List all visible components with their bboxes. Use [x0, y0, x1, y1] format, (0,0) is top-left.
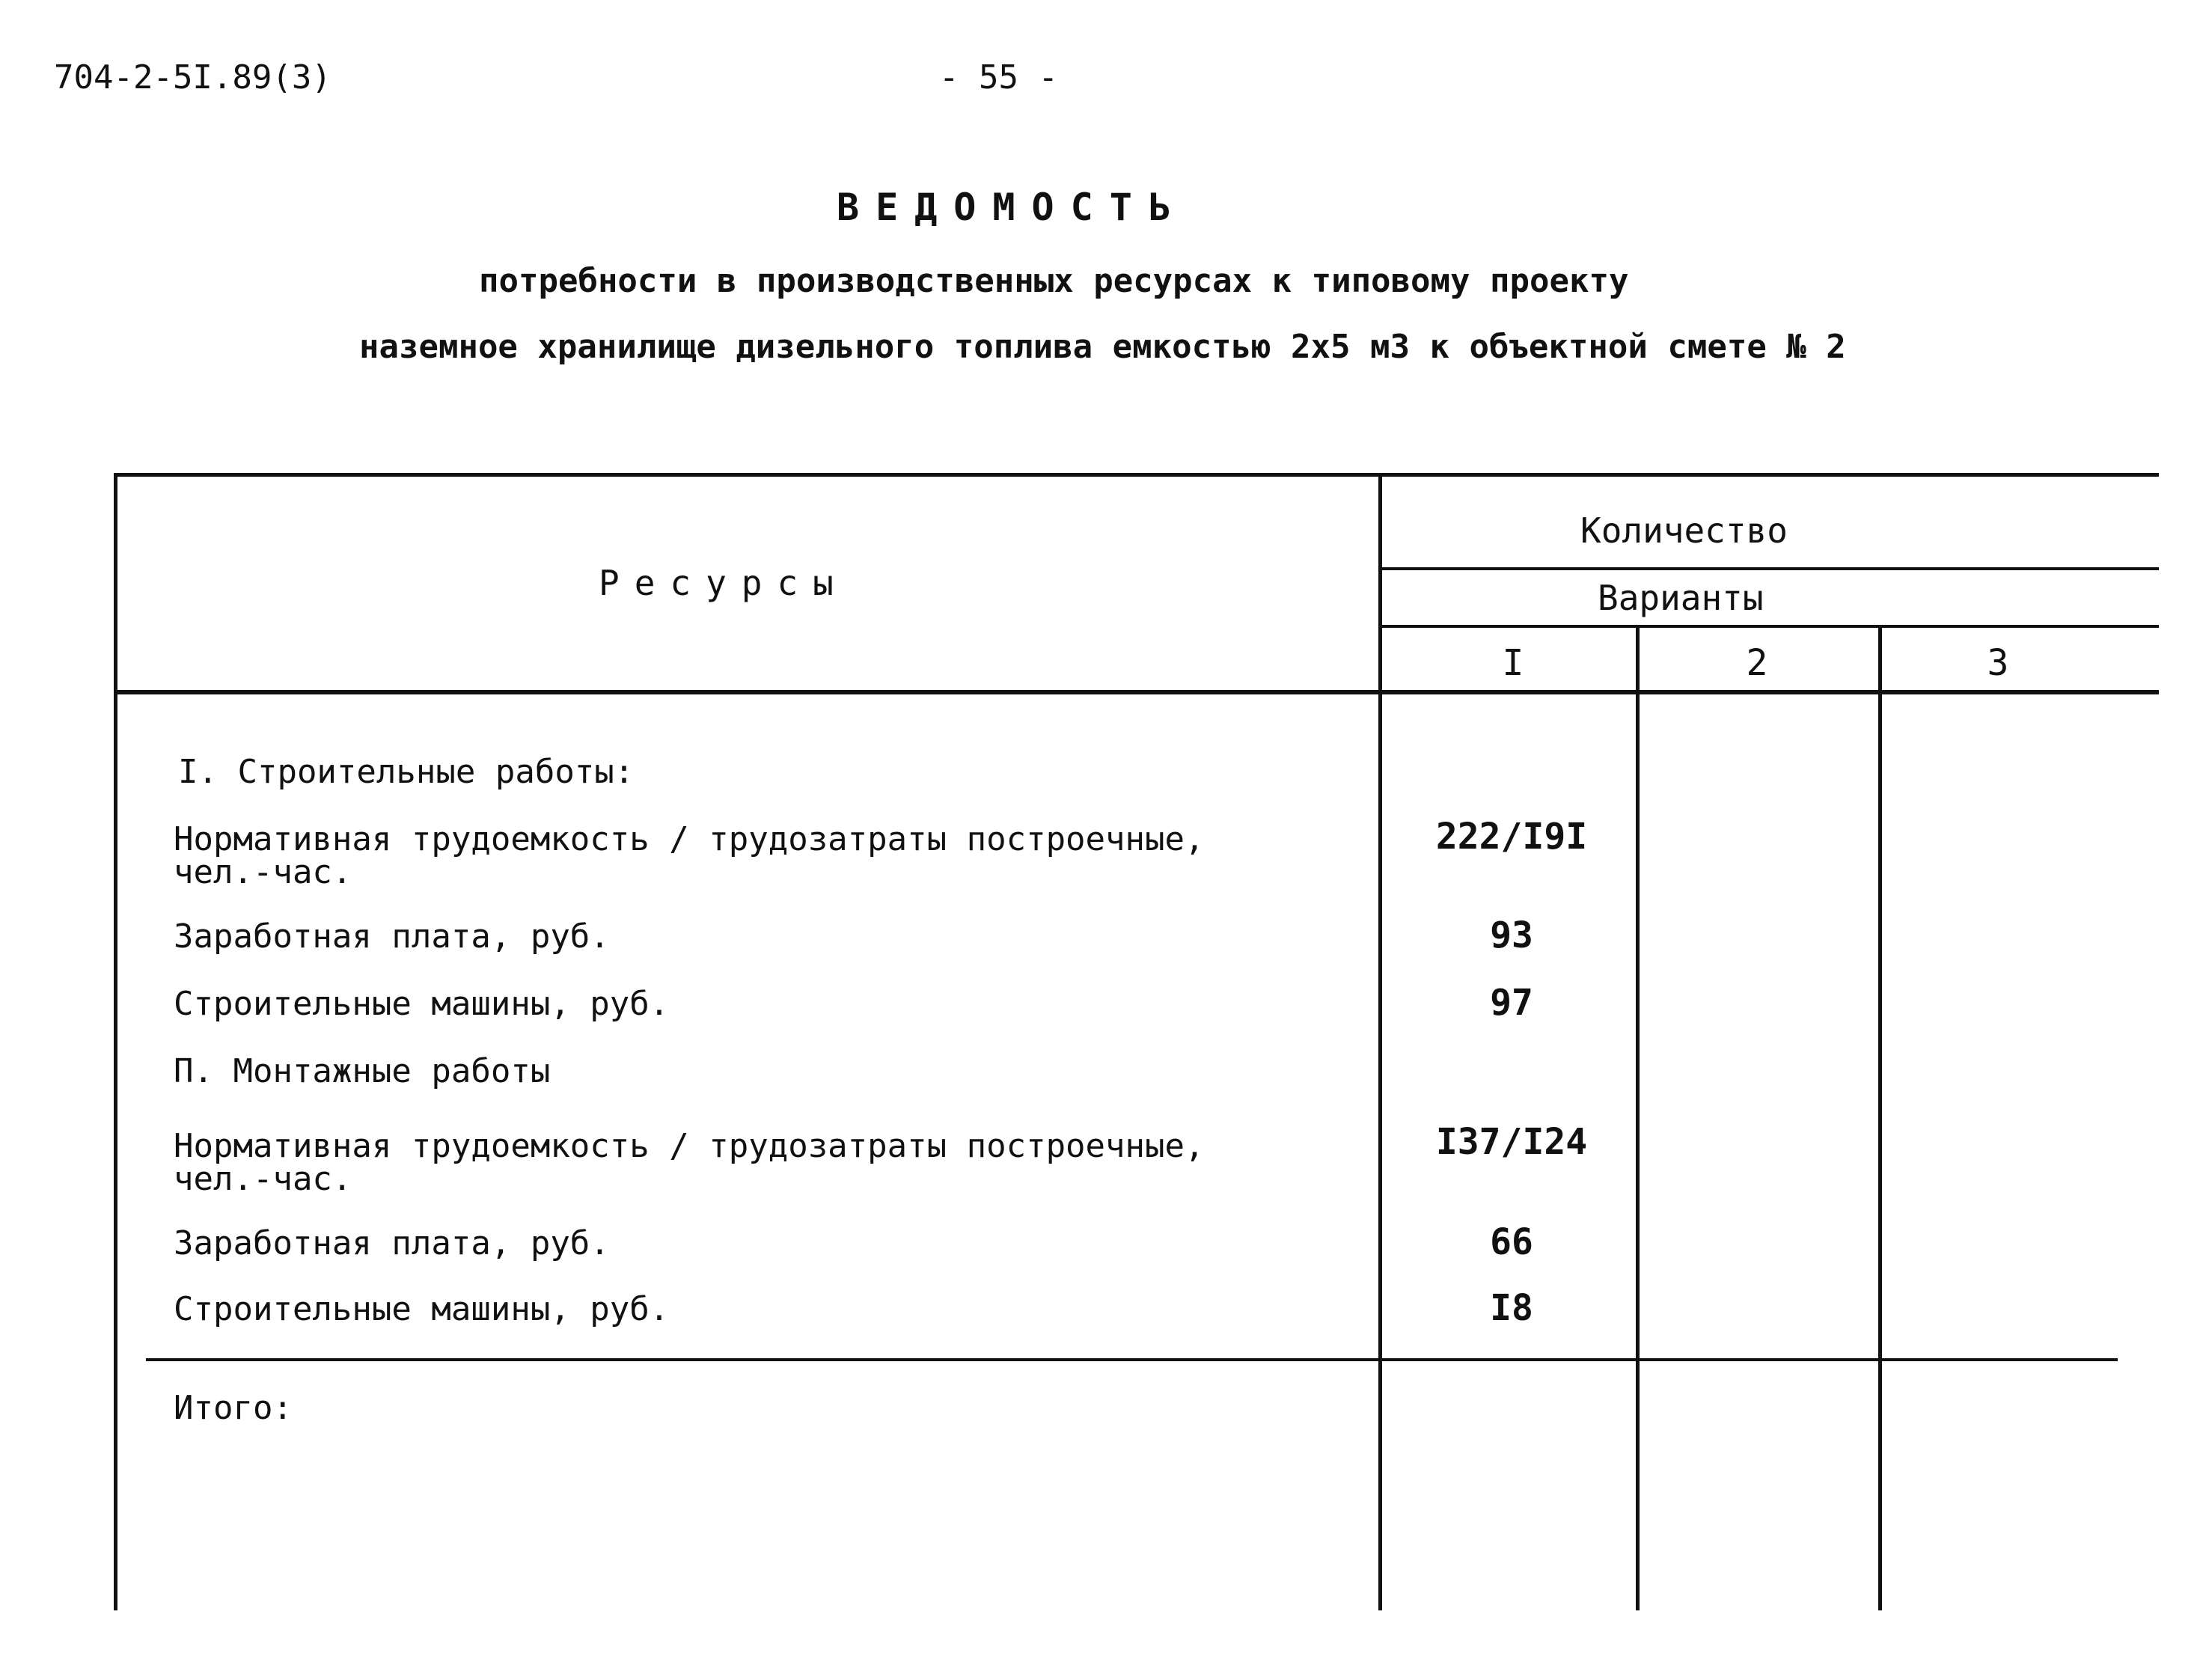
table-row-value: 93 [1490, 914, 1533, 956]
table-column-divider [1378, 473, 1382, 1610]
table-row-value: 97 [1490, 982, 1533, 1024]
table-row-label [174, 1127, 1205, 1198]
variants-column-header: Варианты [1598, 578, 1764, 618]
document-subtitle-line-1: потребности в производственных ресурсах к типовому проекту [479, 262, 1629, 300]
header-bottom-rule [116, 690, 2159, 694]
quantity-subheader-rule [1381, 567, 2159, 570]
total-rule [146, 1358, 2118, 1361]
page-number: - 55 - [939, 58, 1058, 97]
table-row-label: Заработная плата, руб. [174, 1224, 610, 1262]
row-label-line-2: чел.-час. [174, 1160, 352, 1198]
table-row-value: I8 [1490, 1287, 1533, 1329]
table-row-value: I37/I24 [1435, 1121, 1588, 1163]
row-label-line-2: чел.-час. [174, 853, 352, 891]
row-label-line-1: Нормативная трудоемкость / трудозатраты построечные, [174, 820, 1205, 858]
document-subtitle-line-2: наземное хранилище дизельного топлива емкостью 2x5 м3 к объектной смете № 2 [359, 328, 1846, 366]
table-row-label: Строительные машины, руб. [174, 985, 670, 1023]
variant-1-header: I [1502, 642, 1524, 684]
variants-subheader-rule [1381, 625, 2159, 628]
table-row-value: 222/I9I [1435, 816, 1588, 858]
variant-3-header: 3 [1987, 642, 2009, 684]
document-title: ВЕДОМОСТЬ [837, 186, 1188, 229]
section-construction-heading: I. Строительные работы: [178, 753, 635, 791]
variant-divider-2 [1878, 626, 1882, 1610]
table-row-label: Строительные машины, руб. [174, 1290, 670, 1328]
table-top-rule [116, 473, 2159, 477]
row-label-line-1: Нормативная трудоемкость / трудозатраты построечные, [174, 1127, 1205, 1165]
table-row-label [174, 820, 1205, 891]
total-label: Итого: [174, 1389, 293, 1427]
variant-divider-1 [1636, 626, 1640, 1610]
variant-2-header: 2 [1746, 642, 1768, 684]
quantity-column-header: Количество [1580, 510, 1788, 551]
document-code: 704-2-5I.89(3) [54, 58, 331, 97]
table-row-label: Заработная плата, руб. [174, 917, 610, 956]
table-left-rule [114, 473, 117, 1610]
resources-column-header: Ресурсы [599, 563, 849, 603]
section-installation-heading: П. Монтажные работы [174, 1052, 551, 1090]
table-row-value: 66 [1490, 1221, 1533, 1263]
